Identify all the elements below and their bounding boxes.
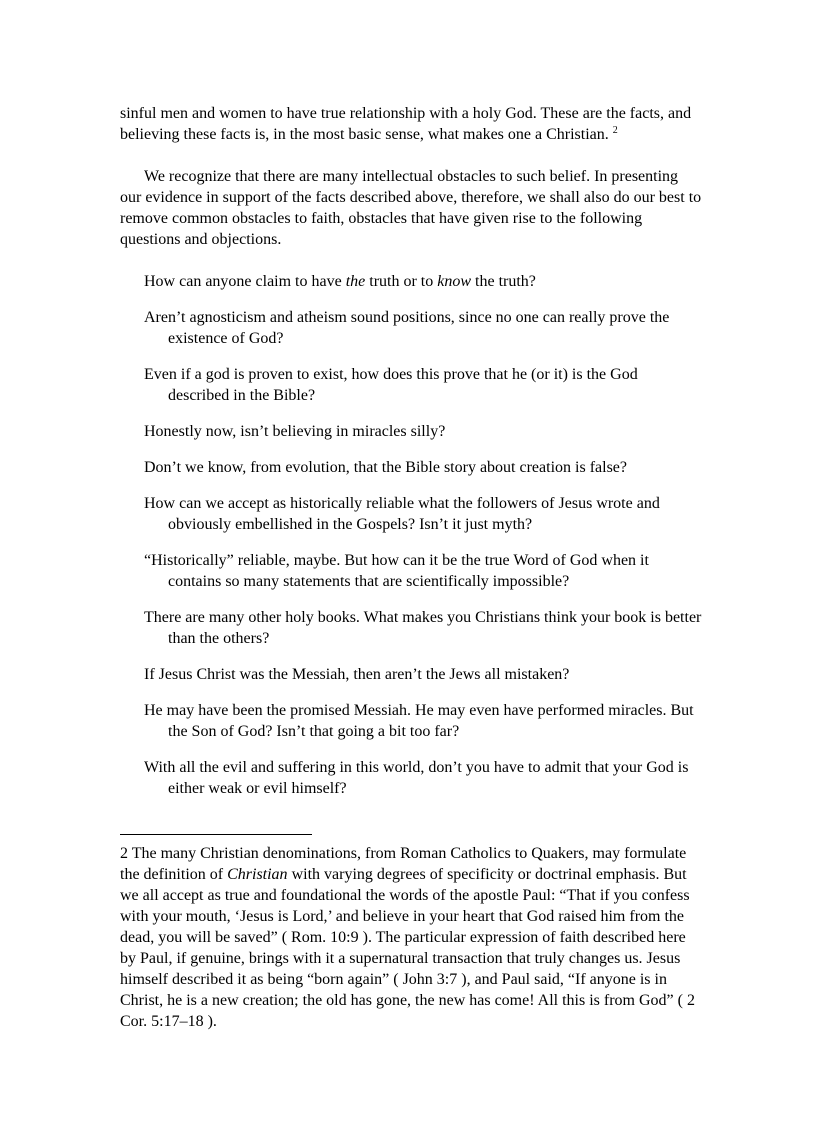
- footnote-reference[interactable]: 2: [612, 125, 618, 136]
- question-item: “Historically” reliable, maybe. But how can it be the true Word of God when it contains so many statements that are scientifically impossible?: [144, 552, 649, 590]
- footnote: 2 The many Christian denominations, from Roman Catholics to Quakers, may formulate the definition of Christian with varying degrees of specificity or doctrinal emphasis. But we all accept as true and foundational the words of the apostle Paul: “That if you confess with your mouth, ‘Jesus is Lord,’ and believe in your heart that God raised him from the dead, you will be saved” ( Rom. 10:9 ). The particular expression of faith described here by Paul, if genuine, brings with it a supernatural transaction that truly changes us. Jesus himself described it as being “born again” ( John 3:7 ), and Paul said, “If anyone is in Christ, he is a new creation; the old has gone, the new has come! All this is from God” ( 2 Cor. 5:17–18 ).: [120, 845, 695, 1030]
- document-page: [120, 103, 702, 814]
- emphasis-the: the: [345, 273, 366, 290]
- footnote-separator: [120, 834, 312, 835]
- intro-paragraph: [120, 103, 702, 145]
- questions-list: [120, 271, 702, 799]
- question-item: Even if a god is proven to exist, how does this prove that he (or it) is the God described in the Bible?: [144, 366, 638, 404]
- question-item: With all the evil and suffering in this world, don’t you have to admit that your God is either weak or evil himself?: [144, 759, 689, 797]
- question-item: If Jesus Christ was the Messiah, then aren’t the Jews all mistaken?: [144, 666, 570, 683]
- question-item: He may have been the promised Messiah. He may even have performed miracles. But the Son of God? Isn’t that going a bit too far?: [144, 702, 694, 740]
- question-item: Don’t we know, from evolution, that the Bible story about creation is false?: [144, 459, 627, 476]
- emphasis-know: know: [437, 273, 472, 290]
- emphasis-christian: Christian: [227, 866, 288, 883]
- question-item: Aren’t agnosticism and atheism sound positions, since no one can really prove the existence of God?: [144, 309, 670, 347]
- question-item: There are many other holy books. What makes you Christians think your book is better than the others?: [144, 609, 702, 647]
- question-item: Honestly now, isn’t believing in miracles silly?: [144, 423, 446, 440]
- question-item: How can anyone claim to have the truth or to know the truth?: [144, 273, 536, 290]
- question-item: How can we accept as historically reliable what the followers of Jesus wrote and obviously embellished in the Gospels? Isn’t it just myth?: [144, 495, 660, 533]
- intro-paragraph-text: sinful men and women to have true relationship with a holy God. These are the facts, and believing these facts is, in the most basic sense, what makes one a Christian.: [120, 105, 692, 143]
- obstacles-paragraph: We recognize that there are many intellectual obstacles to such belief. In presenting our evidence in support of the facts described above, therefore, we shall also do our best to remove common obstacles to faith, obstacles that have given rise to the following questions and objections.: [120, 168, 702, 248]
